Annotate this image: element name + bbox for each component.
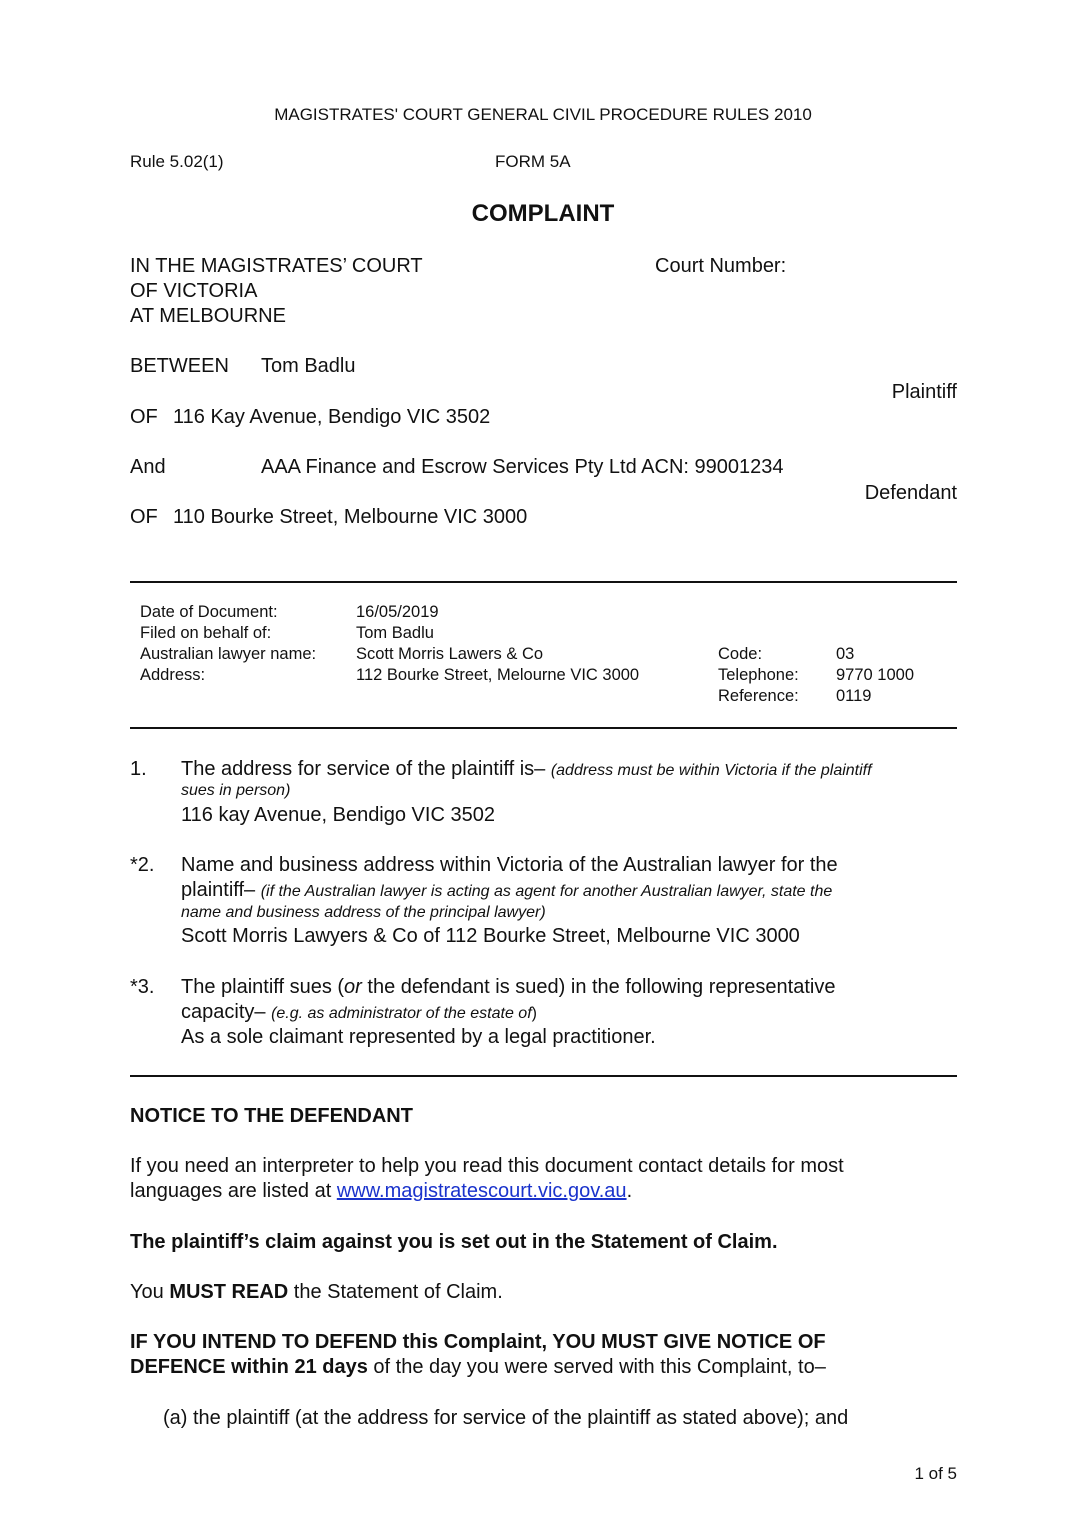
plaintiff-name: Tom Badlu <box>261 355 356 377</box>
interpreter-line-1: If you need an interpreter to help you read this document contact details for most <box>130 1155 844 1177</box>
plaintiff-address: 116 Kay Avenue, Bendigo VIC 3502 <box>173 406 491 428</box>
defendant-name: AAA Finance and Escrow Services Pty Ltd ACN: 99001234 <box>261 456 784 478</box>
item-1-number: 1. <box>130 758 147 780</box>
item-1-note: (address must be within Victoria if the plaintiff <box>550 762 872 779</box>
address-label: Address: <box>140 666 206 684</box>
act-title: MAGISTRATES' COURT GENERAL CIVIL PROCEDURE RULES 2010 <box>274 105 812 124</box>
defend-line-1: IF YOU INTEND TO DEFEND this Complaint, YOU MUST GIVE NOTICE OF <box>130 1331 826 1353</box>
item-2-note: (if the Australian lawyer is acting as agent for another Australian lawyer, state the <box>260 883 833 900</box>
item-3-text <box>181 975 835 1000</box>
divider-bottom <box>130 1075 957 1077</box>
item-3-text-end: capacity– <box>181 1001 266 1023</box>
interpreter-line-2 <box>130 1179 632 1204</box>
defend-line-2-bold: DEFENCE within 21 days <box>130 1356 368 1378</box>
defendant-address: 110 Bourke Street, Melbourne VIC 3000 <box>173 506 528 528</box>
court-number-label: Court Number: <box>655 255 787 277</box>
plaintiff-of-label: OF <box>130 406 158 428</box>
item-2-text-cont <box>181 878 832 904</box>
behalf-value: Tom Badlu <box>356 624 434 642</box>
reference-label: Reference: <box>718 687 799 705</box>
defend-line-2 <box>130 1355 826 1380</box>
item-3-number: *3. <box>130 976 155 998</box>
notice-item-a: (a) the plaintiff (at the address for service of the plaintiff as stated above); and <box>163 1407 849 1429</box>
page-number: 1 of 5 <box>914 1464 957 1483</box>
item-3-note: (e.g. as administrator of the estate of <box>271 1005 532 1022</box>
code-value: 03 <box>836 645 855 663</box>
item-3-text-or: or <box>344 976 362 998</box>
item-3-text-cont <box>181 1000 537 1026</box>
item-2-number: *2. <box>130 854 155 876</box>
divider-top <box>130 581 957 583</box>
date-label: Date of Document: <box>140 603 278 621</box>
behalf-label: Filed on behalf of: <box>140 624 272 642</box>
interpreter-line-2-end: . <box>626 1180 633 1202</box>
telephone-label: Telephone: <box>718 666 799 684</box>
item-2-text-end: plaintiff– <box>181 879 256 901</box>
plaintiff-role: Plaintiff <box>891 381 957 403</box>
document-title: COMPLAINT <box>471 200 615 227</box>
and-label: And <box>130 456 166 478</box>
claim-statement: The plaintiff’s claim against you is set out in the Statement of Claim. <box>130 1231 778 1253</box>
item-3-answer: As a sole claimant represented by a legal practitioner. <box>181 1026 656 1048</box>
item-1-note-cont: sues in person) <box>181 782 291 799</box>
telephone-value: 9770 1000 <box>836 666 914 684</box>
defendant-role: Defendant <box>864 482 957 504</box>
must-read-line <box>130 1280 503 1305</box>
item-1-question: The address for service of the plaintiff is– <box>181 758 546 780</box>
must-read-a: You <box>130 1281 170 1303</box>
item-3-note-close: ) <box>531 1005 537 1022</box>
divider-middle <box>130 727 957 729</box>
notice-heading: NOTICE TO THE DEFENDANT <box>130 1105 413 1127</box>
item-2-text: Name and business address within Victoria of the Australian lawyer for the <box>181 854 838 876</box>
lawyer-value: Scott Morris Lawers & Co <box>356 645 544 663</box>
defendant-of-label: OF <box>130 506 158 528</box>
interpreter-line-2-text: languages are listed at <box>130 1180 337 1202</box>
code-label: Code: <box>718 645 763 663</box>
court-line-2: OF VICTORIA <box>130 280 258 302</box>
must-read-b: the Statement of Claim. <box>288 1281 503 1303</box>
form-number: FORM 5A <box>495 152 571 171</box>
item-2-answer: Scott Morris Lawyers & Co of 112 Bourke Street, Melbourne VIC 3000 <box>181 925 800 947</box>
reference-value: 0119 <box>836 687 872 705</box>
item-3-text-a: The plaintiff sues ( <box>181 976 345 998</box>
address-value: 112 Bourke Street, Melourne VIC 3000 <box>356 666 640 684</box>
date-value: 16/05/2019 <box>356 603 439 621</box>
between-label: BETWEEN <box>130 355 229 377</box>
court-line-3: AT MELBOURNE <box>130 305 286 327</box>
item-1-answer: 116 kay Avenue, Bendigo VIC 3502 <box>181 804 495 826</box>
court-line-1: IN THE MAGISTRATES’ COURT <box>130 255 423 277</box>
defend-line-2-rest: of the day you were served with this Complaint, to– <box>367 1356 826 1378</box>
lawyer-label: Australian lawyer name: <box>140 645 317 663</box>
rule-reference: Rule 5.02(1) <box>130 152 224 171</box>
must-read-bold: MUST READ <box>169 1281 289 1303</box>
court-website-link[interactable]: www.magistratescourt.vic.gov.au <box>336 1180 627 1202</box>
item-2-note-cont: name and business address of the principal lawyer) <box>181 904 546 921</box>
item-3-text-b: the defendant is sued) in the following representative <box>361 976 836 998</box>
